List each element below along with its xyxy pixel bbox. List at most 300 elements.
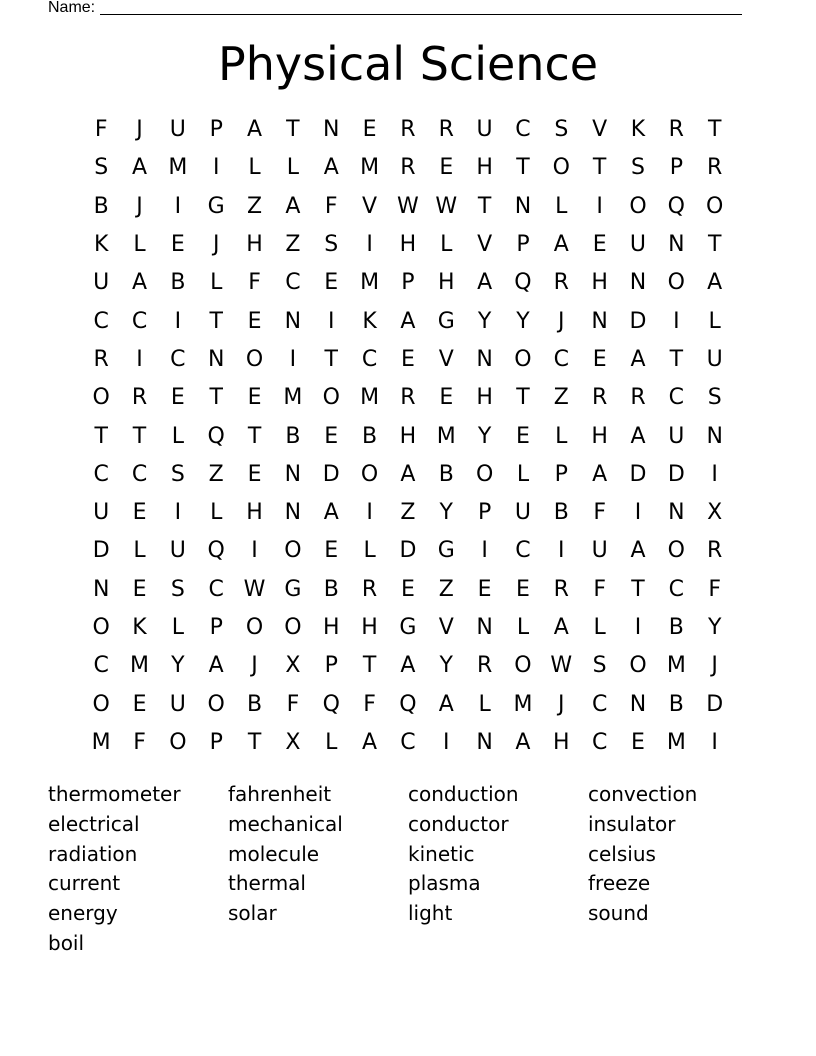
word-bank-item: sound: [588, 901, 649, 926]
grid-letter: G: [207, 193, 225, 219]
grid-letter: C: [285, 270, 301, 296]
grid-letter: M: [513, 691, 533, 717]
grid-letter: A: [553, 615, 569, 640]
grid-letter: I: [481, 538, 488, 564]
grid-letter: E: [362, 117, 377, 143]
grid-letter: B: [438, 461, 454, 487]
grid-letter: Y: [707, 615, 722, 640]
word-bank-item: celsius: [588, 841, 656, 866]
grid-letter: A: [592, 461, 608, 487]
grid-letter: Z: [400, 500, 416, 526]
grid-letter: S: [170, 576, 185, 602]
grid-letter: L: [478, 691, 491, 717]
grid-letter: O: [514, 653, 532, 679]
grid-letter: D: [92, 538, 110, 564]
grid-letter: H: [246, 500, 263, 526]
grid-letter: E: [170, 385, 185, 411]
grid-row: [82, 685, 734, 723]
grid-letter: E: [247, 461, 262, 487]
grid-letter: I: [327, 308, 335, 334]
grid-letter: I: [174, 193, 182, 219]
grid-letter: S: [631, 155, 645, 181]
grid-letter: A: [131, 270, 148, 296]
grid-letter: I: [289, 346, 297, 372]
grid-letter: J: [136, 117, 143, 143]
word-bank-item: plasma: [408, 871, 481, 896]
grid-letter: C: [515, 538, 531, 564]
grid-letter: T: [94, 423, 108, 449]
grid-letter: Z: [208, 461, 224, 487]
grid-letter: F: [324, 193, 338, 219]
grid-letter: L: [248, 155, 261, 181]
page-title: Physical Science: [217, 37, 599, 91]
grid-letter: O: [245, 615, 264, 640]
grid-letter: T: [707, 117, 722, 143]
grid-letter: Y: [477, 423, 492, 449]
grid-row: [82, 226, 734, 264]
grid-letter: P: [209, 615, 223, 640]
grid-letter: T: [286, 117, 300, 143]
grid-letter: O: [360, 461, 379, 487]
grid-letter: L: [210, 500, 223, 526]
grid-letter: L: [133, 232, 146, 258]
word-bank-item: convection: [588, 782, 698, 806]
word-bank-item: light: [408, 901, 453, 926]
grid-letter: N: [514, 193, 532, 219]
grid-letter: E: [247, 308, 262, 334]
grid-letter: G: [284, 576, 302, 602]
grid-letter: C: [591, 691, 608, 717]
grid-letter: N: [284, 461, 302, 487]
grid-letter: O: [475, 461, 494, 487]
grid-letter: F: [593, 576, 606, 602]
grid-letter: E: [170, 232, 185, 258]
grid-letter: A: [707, 270, 723, 296]
grid-letter: I: [366, 500, 373, 526]
grid-letter: C: [93, 461, 109, 487]
grid-row: [82, 379, 734, 417]
grid-letter: L: [325, 729, 338, 755]
grid-letter: U: [169, 538, 186, 564]
grid-letter: U: [476, 117, 493, 143]
grid-letter: A: [131, 155, 148, 181]
word-bank-item: boil: [48, 930, 85, 955]
grid-letter: B: [247, 691, 263, 717]
grid-letter: O: [514, 346, 532, 372]
grid-letter: A: [362, 729, 378, 755]
grid-letter: X: [707, 500, 723, 526]
grid-letter: K: [630, 117, 646, 143]
grid-letter: M: [91, 729, 111, 755]
grid-row: [82, 264, 734, 302]
grid-letter: Q: [207, 538, 225, 564]
grid-letter: H: [476, 155, 493, 181]
grid-letter: N: [284, 500, 302, 526]
grid-letter: O: [667, 270, 685, 296]
grid-letter: N: [207, 346, 225, 372]
grid-letter: F: [708, 576, 721, 602]
grid-letter: N: [629, 691, 647, 717]
grid-letter: U: [706, 346, 723, 372]
grid-letter: R: [400, 385, 416, 411]
grid-letter: A: [630, 423, 646, 449]
grid-letter: P: [209, 729, 223, 755]
grid-letter: E: [247, 385, 262, 411]
grid-letter: I: [673, 308, 680, 334]
grid-letter: T: [247, 423, 262, 449]
grid-letter: M: [168, 155, 188, 181]
grid-letter: V: [438, 346, 454, 372]
grid-letter: O: [92, 385, 110, 411]
grid-letter: E: [516, 423, 530, 449]
grid-letter: F: [248, 270, 261, 296]
grid-letter: O: [245, 346, 264, 372]
grid-row: [82, 302, 734, 340]
grid-letter: L: [516, 615, 530, 640]
grid-letter: L: [593, 615, 606, 640]
grid-letter: J: [136, 193, 143, 219]
word-search-grid: [82, 111, 734, 762]
grid-letter: U: [93, 270, 110, 296]
grid-letter: J: [558, 308, 565, 334]
grid-letter: Y: [516, 308, 530, 334]
grid-letter: L: [516, 461, 530, 487]
grid-letter: Y: [439, 653, 453, 679]
grid-letter: D: [667, 461, 685, 487]
grid-letter: Z: [285, 232, 301, 258]
grid-letter: L: [555, 193, 568, 219]
grid-letter: Y: [439, 500, 453, 526]
grid-letter: C: [93, 308, 109, 334]
word-bank-item: thermometer: [48, 782, 181, 806]
grid-letter: W: [550, 653, 573, 679]
grid-row: [82, 111, 734, 149]
grid-letter: T: [516, 385, 530, 411]
grid-letter: U: [591, 538, 608, 564]
grid-letter: R: [553, 270, 569, 296]
grid-letter: R: [400, 117, 416, 143]
word-bank-item: thermal: [228, 871, 306, 896]
grid-letter: C: [668, 576, 685, 602]
grid-letter: Q: [322, 691, 340, 717]
grid-letter: I: [558, 538, 565, 564]
grid-letter: U: [169, 691, 186, 717]
grid-letter: L: [171, 423, 184, 449]
grid-letter: T: [209, 308, 223, 334]
grid-letter: W: [397, 193, 419, 219]
grid-letter: I: [174, 308, 182, 334]
grid-letter: I: [212, 155, 220, 181]
grid-letter: C: [400, 729, 416, 755]
grid-letter: Y: [171, 653, 185, 679]
grid-letter: O: [284, 615, 302, 640]
grid-row: [82, 724, 734, 762]
grid-letter: D: [399, 538, 417, 564]
grid-letter: I: [711, 729, 718, 755]
grid-letter: R: [553, 576, 569, 602]
grid-letter: L: [555, 423, 568, 449]
grid-letter: V: [438, 615, 454, 640]
grid-letter: R: [93, 346, 109, 372]
grid-letter: E: [132, 576, 147, 602]
grid-letter: T: [669, 346, 684, 372]
grid-letter: G: [437, 308, 455, 334]
grid-letter: N: [591, 308, 608, 334]
grid-letter: L: [210, 270, 223, 296]
grid-letter: E: [631, 729, 645, 755]
name-underline: [100, 0, 742, 15]
grid-letter: H: [399, 232, 417, 258]
grid-letter: T: [707, 232, 722, 258]
grid-letter: F: [363, 691, 376, 717]
grid-letter: I: [596, 193, 603, 219]
grid-letter: L: [440, 232, 453, 258]
grid-letter: D: [629, 461, 647, 487]
grid-letter: H: [591, 423, 608, 449]
grid-letter: A: [553, 232, 569, 258]
grid-letter: N: [476, 729, 493, 755]
grid-letter: P: [324, 653, 338, 679]
grid-letter: S: [592, 653, 607, 679]
grid-letter: O: [667, 538, 685, 564]
grid-letter: A: [400, 308, 416, 334]
grid-letter: R: [707, 155, 723, 181]
grid-letter: C: [170, 346, 186, 372]
grid-letter: O: [207, 691, 225, 717]
grid-letter: Q: [207, 423, 225, 449]
grid-letter: H: [246, 232, 263, 258]
grid-letter: W: [243, 576, 266, 602]
grid-letter: C: [553, 346, 569, 372]
grid-letter: C: [668, 385, 685, 411]
grid-letter: E: [516, 576, 530, 602]
grid-letter: S: [94, 155, 109, 181]
grid-row: [82, 456, 734, 494]
grid-letter: L: [708, 308, 721, 334]
grid-letter: E: [439, 155, 454, 181]
grid-letter: O: [322, 385, 340, 411]
grid-letter: E: [439, 385, 454, 411]
grid-letter: A: [515, 729, 531, 755]
word-bank-item: electrical: [48, 811, 140, 836]
grid-letter: E: [400, 346, 415, 372]
grid-letter: S: [707, 385, 722, 411]
grid-letter: N: [476, 346, 493, 372]
grid-letter: R: [438, 117, 454, 143]
grid-letter: R: [591, 385, 608, 411]
grid-letter: I: [634, 615, 642, 640]
grid-letter: B: [285, 423, 301, 449]
grid-letter: H: [476, 385, 493, 411]
grid-row: [82, 417, 734, 455]
grid-letter: H: [553, 729, 570, 755]
grid-letter: R: [400, 155, 416, 181]
grid-row: [82, 149, 734, 187]
grid-letter: T: [324, 346, 338, 372]
grid-row: [82, 341, 734, 379]
grid-letter: A: [630, 346, 646, 372]
grid-letter: E: [592, 346, 607, 372]
grid-letter: E: [132, 691, 147, 717]
grid-letter: A: [208, 653, 224, 679]
grid-letter: O: [629, 653, 647, 679]
word-bank-item: insulator: [588, 811, 676, 836]
word-bank-item: freeze: [588, 871, 651, 896]
grid-letter: C: [131, 461, 148, 487]
grid-letter: O: [706, 193, 724, 219]
word-bank-item: molecule: [228, 841, 320, 866]
grid-row: [82, 571, 734, 609]
grid-letter: C: [93, 653, 109, 679]
grid-letter: H: [591, 270, 608, 296]
grid-letter: U: [93, 500, 110, 526]
grid-letter: M: [360, 155, 380, 181]
grid-letter: M: [436, 423, 456, 449]
grid-letter: J: [251, 653, 258, 679]
grid-letter: P: [209, 117, 223, 143]
grid-letter: J: [558, 691, 565, 717]
grid-letter: I: [136, 346, 143, 372]
grid-letter: D: [322, 461, 340, 487]
grid-letter: H: [437, 270, 455, 296]
grid-letter: I: [443, 729, 450, 755]
grid-letter: A: [247, 117, 263, 143]
grid-letter: L: [363, 538, 376, 564]
grid-letter: N: [629, 270, 647, 296]
grid-letter: K: [93, 232, 109, 258]
grid-letter: R: [668, 117, 684, 143]
grid-letter: T: [477, 193, 492, 219]
grid-letter: I: [711, 461, 718, 487]
word-bank-item: energy: [48, 901, 118, 926]
grid-letter: B: [553, 500, 569, 526]
grid-letter: S: [170, 461, 185, 487]
grid-letter: T: [247, 729, 262, 755]
grid-row: [82, 532, 734, 570]
grid-letter: O: [552, 155, 570, 181]
grid-letter: O: [92, 615, 110, 640]
grid-letter: O: [169, 729, 187, 755]
grid-letter: D: [706, 691, 724, 717]
grid-letter: A: [630, 538, 646, 564]
grid-letter: R: [707, 538, 723, 564]
grid-row: [82, 494, 734, 532]
grid-letter: P: [477, 500, 492, 526]
grid-letter: L: [133, 538, 146, 564]
grid-letter: L: [286, 155, 300, 181]
grid-letter: L: [171, 615, 184, 640]
grid-letter: V: [362, 193, 378, 219]
grid-letter: X: [285, 729, 301, 755]
grid-letter: D: [629, 308, 647, 334]
grid-letter: U: [514, 500, 531, 526]
grid-letter: B: [170, 270, 186, 296]
grid-row: [82, 647, 734, 685]
grid-letter: F: [593, 500, 606, 526]
grid-letter: M: [360, 385, 380, 411]
grid-letter: C: [591, 729, 608, 755]
grid-letter: E: [324, 538, 339, 564]
grid-letter: N: [476, 615, 493, 640]
grid-letter: M: [283, 385, 303, 411]
grid-letter: T: [631, 576, 645, 602]
grid-letter: P: [554, 461, 568, 487]
grid-letter: Z: [438, 576, 454, 602]
name-field: [48, 0, 742, 18]
grid-letter: N: [92, 576, 110, 602]
word-bank-item: fahrenheit: [228, 782, 332, 806]
grid-letter: Z: [553, 385, 569, 411]
word-bank-item: mechanical: [228, 811, 343, 836]
grid-letter: U: [629, 232, 647, 258]
grid-letter: Q: [514, 270, 532, 296]
grid-letter: M: [360, 270, 380, 296]
grid-letter: I: [366, 232, 373, 258]
grid-letter: M: [666, 729, 686, 755]
grid-letter: N: [668, 500, 685, 526]
grid-letter: U: [169, 117, 186, 143]
name-label: Name:: [48, 0, 96, 16]
grid-letter: P: [516, 232, 530, 258]
grid-letter: E: [132, 500, 147, 526]
grid-letter: V: [477, 232, 493, 258]
word-bank-item: solar: [228, 901, 277, 926]
grid-letter: O: [92, 691, 110, 717]
grid-letter: M: [130, 653, 149, 679]
word-bank-item: current: [48, 871, 121, 896]
grid-letter: F: [94, 117, 108, 143]
grid-letter: Z: [247, 193, 263, 219]
grid-letter: N: [668, 232, 685, 258]
grid-letter: Q: [667, 193, 685, 219]
grid-letter: B: [93, 193, 109, 219]
word-bank-item: conduction: [408, 782, 519, 806]
grid-letter: R: [476, 653, 493, 679]
grid-letter: S: [324, 232, 339, 258]
grid-letter: C: [208, 576, 224, 602]
grid-letter: E: [592, 232, 607, 258]
grid-letter: E: [477, 576, 492, 602]
grid-letter: E: [324, 423, 339, 449]
grid-letter: B: [668, 615, 684, 640]
grid-letter: R: [630, 385, 646, 411]
grid-letter: B: [323, 576, 339, 602]
grid-letter: C: [131, 308, 148, 334]
grid-letter: A: [400, 461, 416, 487]
grid-letter: H: [399, 423, 417, 449]
grid-letter: Q: [399, 691, 417, 717]
grid-letter: P: [669, 155, 683, 181]
grid-letter: U: [668, 423, 685, 449]
grid-letter: G: [399, 615, 417, 640]
grid-letter: P: [401, 270, 415, 296]
grid-letter: C: [515, 117, 531, 143]
grid-letter: J: [212, 232, 220, 258]
grid-letter: S: [554, 117, 569, 143]
grid-letter: A: [323, 500, 339, 526]
grid-letter: K: [362, 308, 377, 334]
grid-letter: F: [286, 691, 300, 717]
grid-letter: B: [668, 691, 684, 717]
grid-letter: T: [362, 653, 377, 679]
grid-letter: A: [438, 691, 454, 717]
grid-letter: R: [361, 576, 378, 602]
grid-row: [82, 609, 734, 647]
grid-letter: N: [706, 423, 723, 449]
grid-letter: T: [592, 155, 607, 181]
grid-letter: H: [361, 615, 378, 640]
grid-letter: G: [437, 538, 455, 564]
